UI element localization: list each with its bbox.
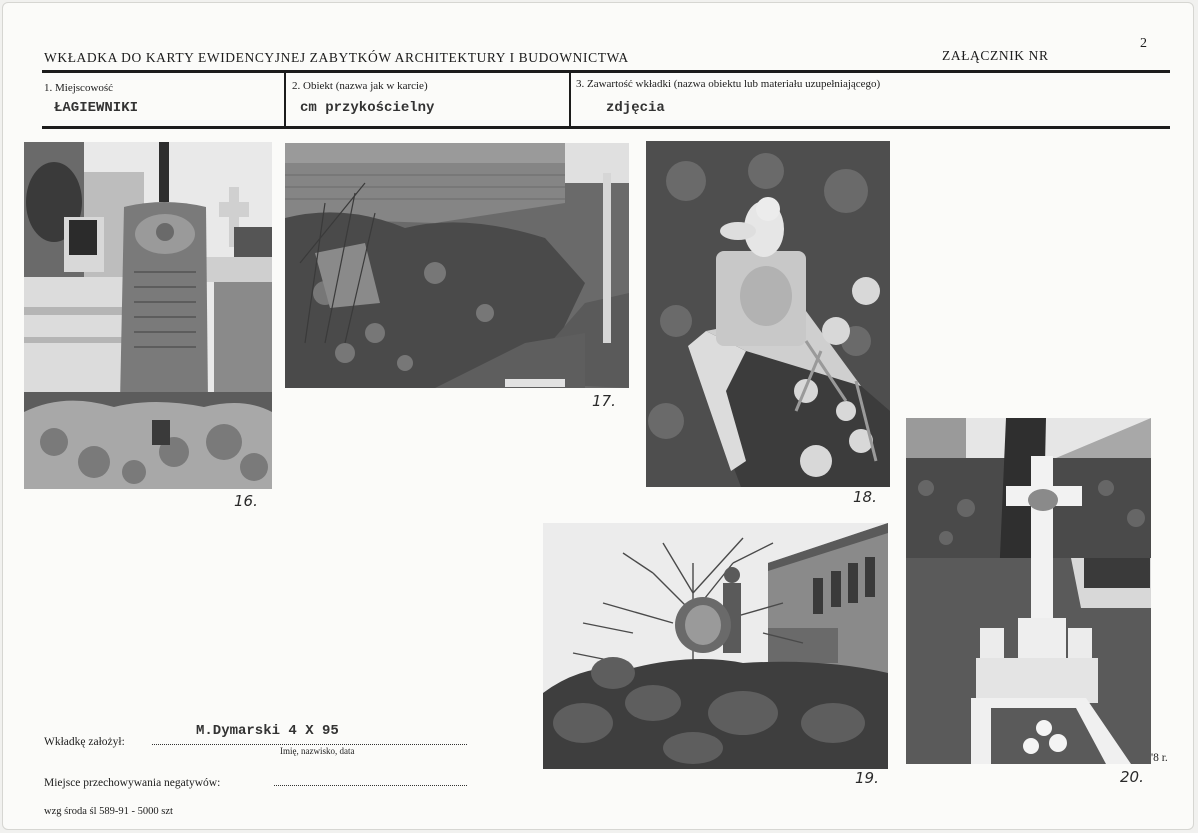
photo-17-wall-rubble [285, 143, 629, 388]
photo-18-number: 18. [853, 488, 877, 506]
negatives-dotted-line [274, 785, 467, 786]
field-divider-2 [569, 72, 571, 128]
stray-date-fragment: '8 r. [1151, 752, 1168, 764]
field-divider-1 [284, 72, 286, 128]
photo-20-number: 20. [1120, 768, 1144, 786]
founder-label: Wkładkę założył: [44, 736, 125, 748]
photo-16-number: 16. [234, 492, 258, 510]
founder-dotted-line [152, 744, 467, 745]
contents-label: 3. Zawartość wkładki (nazwa obiektu lub materiału uzupełniającego) [576, 78, 881, 90]
photo-17-number: 17. [592, 392, 616, 410]
photo-18-angel-grave [646, 141, 890, 487]
object-value: cm przykościelny [300, 100, 435, 116]
form-title: WKŁADKA DO KARTY EWIDENCYJNEJ ZABYTKÓW ARCHITEKTURY I BUDOWNICTWA [44, 50, 629, 65]
locality-value: ŁAGIEWNIKI [54, 100, 139, 116]
founder-caption: Imię, nazwisko, data [280, 746, 355, 756]
page-number: 2 [1140, 36, 1147, 51]
photo-19-number: 19. [855, 769, 879, 787]
founder-value: M.Dymarski 4 X 95 [196, 723, 339, 739]
negatives-label: Miejsce przechowywania negatywów: [44, 777, 221, 789]
attachment-label: ZAŁĄCZNIK NR [942, 48, 1049, 63]
photo-19-statue-on-rock [543, 523, 888, 769]
header-top-rule [42, 70, 1170, 73]
object-label: 2. Obiekt (nazwa jak w karcie) [292, 80, 428, 92]
header-bottom-rule [42, 126, 1170, 129]
photo-16-gravestone [24, 142, 272, 489]
contents-value: zdjęcia [606, 100, 665, 116]
photo-20-cross-grave [906, 418, 1151, 764]
locality-label: 1. Miejscowość [44, 82, 114, 94]
print-info: wzg środa śl 589-91 - 5000 szt [44, 806, 173, 817]
